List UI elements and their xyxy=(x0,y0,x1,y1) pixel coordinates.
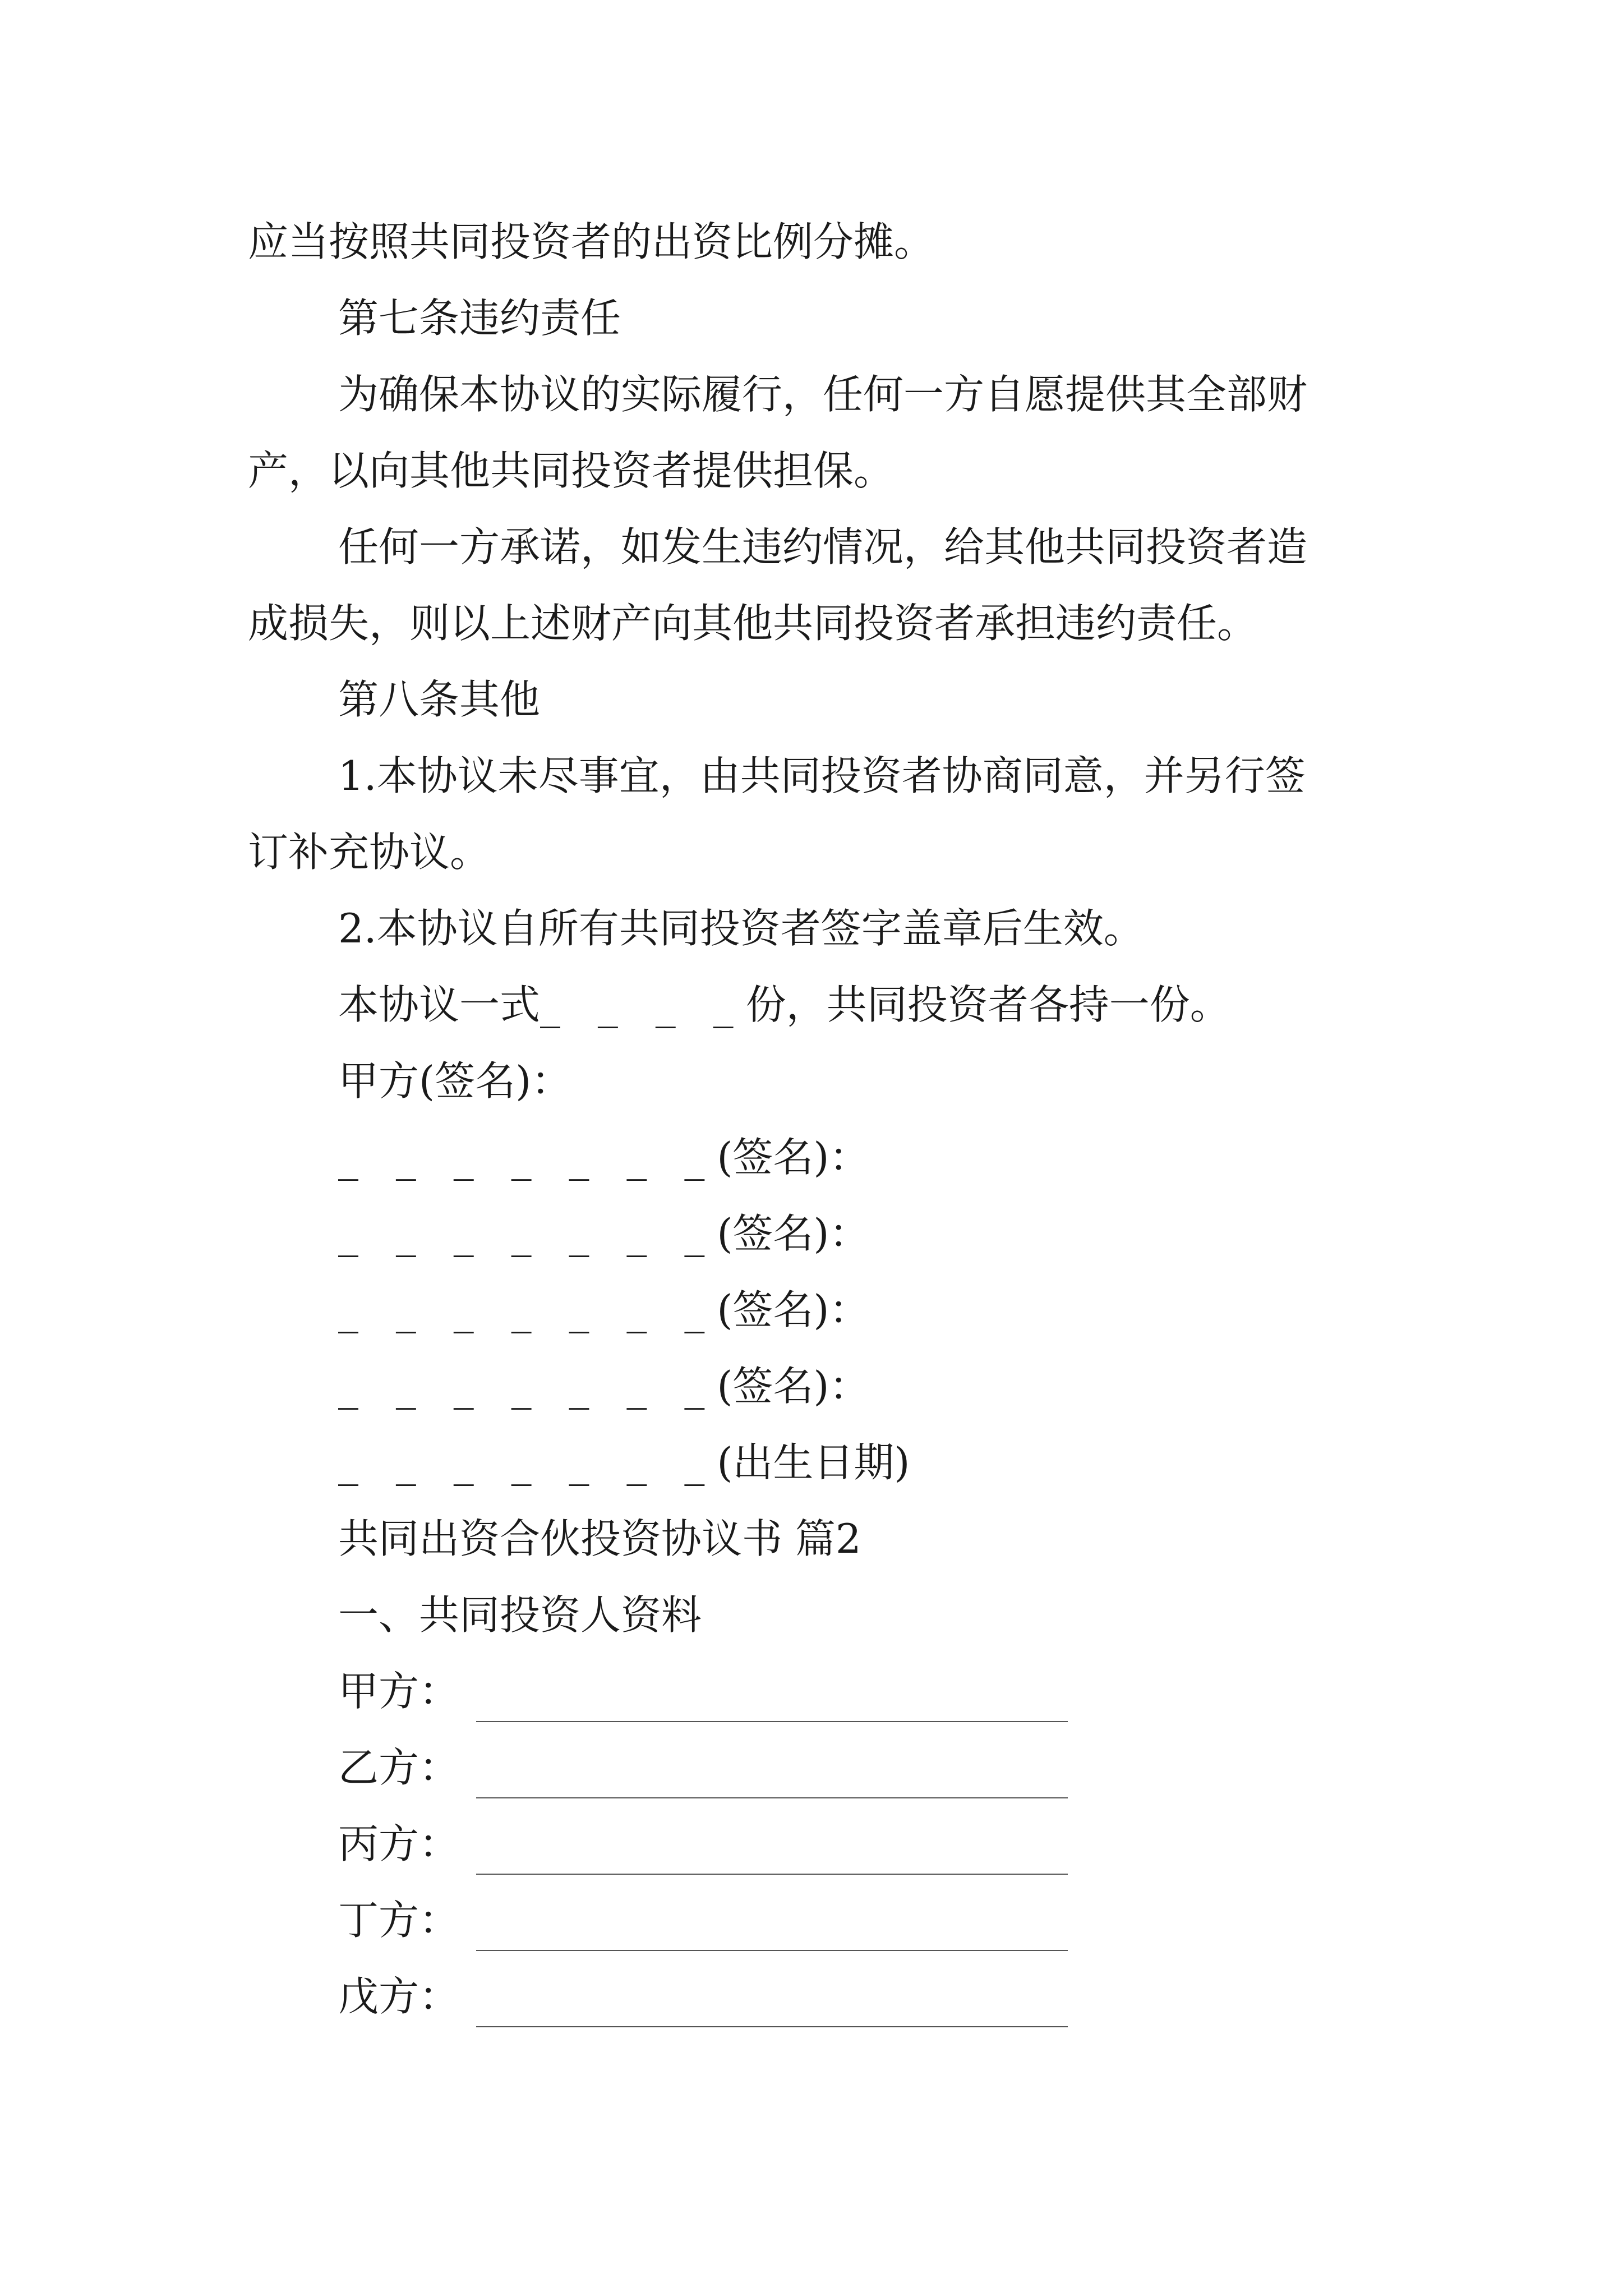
paragraph-line: 订补充协议。 xyxy=(248,829,491,876)
party-row-b xyxy=(0,1731,1623,1804)
signature-label: (签名)： xyxy=(717,1134,870,1181)
signature-row xyxy=(0,1426,1623,1499)
party-row-c xyxy=(0,1807,1623,1880)
article-7-heading: 第七条违约责任 xyxy=(338,295,621,342)
copies-prefix: 本协议一式 xyxy=(338,981,541,1028)
party-b-field[interactable] xyxy=(476,1797,1068,1798)
party-row-a xyxy=(0,1655,1623,1728)
party-row-d xyxy=(0,1884,1623,1957)
paragraph-line: 任何一方承诺，如发生违约情况，给其他共同投资者造 xyxy=(338,523,1308,570)
party-d-field[interactable] xyxy=(476,1950,1068,1951)
section-2-title: 共同出资合伙投资协议书 篇2 xyxy=(338,1515,861,1562)
copies-suffix: 份，共同投资者各持一份。 xyxy=(745,981,1230,1028)
signature-row xyxy=(0,1273,1623,1346)
copies-blank[interactable]: _ _ _ _ xyxy=(540,981,746,1028)
signature-row xyxy=(0,1197,1623,1270)
signature-row xyxy=(0,1350,1623,1423)
party-label: 丙方： xyxy=(338,1820,460,1867)
party-label: 甲方： xyxy=(338,1668,460,1715)
party-a-sign-label: 甲方(签名)： xyxy=(338,1057,572,1105)
section-2-heading: 一、共同投资人资料 xyxy=(338,1591,702,1639)
party-row-e xyxy=(0,1960,1623,2033)
copies-line xyxy=(0,968,1623,1041)
party-label: 乙方： xyxy=(338,1744,460,1791)
party-label: 戊方： xyxy=(338,1973,460,2020)
paragraph-line: 为确保本协议的实际履行，任何一方自愿提供其全部财 xyxy=(338,371,1308,418)
party-e-field[interactable] xyxy=(476,2026,1068,2027)
birthdate-blank[interactable]: _ _ _ _ _ _ _ xyxy=(338,1439,717,1486)
party-a-field[interactable] xyxy=(476,1721,1068,1722)
paragraph-line: 2.本协议自所有共同投资者签字盖章后生效。 xyxy=(338,905,1144,952)
party-c-field[interactable] xyxy=(476,1874,1068,1875)
signature-row xyxy=(0,1121,1623,1194)
signature-blank[interactable]: _ _ _ _ _ _ _ xyxy=(338,1286,717,1333)
paragraph-line: 应当按照共同投资者的出资比例分摊。 xyxy=(248,218,935,265)
signature-label: (签名)： xyxy=(717,1363,870,1410)
signature-blank[interactable]: _ _ _ _ _ _ _ xyxy=(338,1363,717,1410)
signature-blank[interactable]: _ _ _ _ _ _ _ xyxy=(338,1210,717,1257)
signature-label: (签名)： xyxy=(717,1210,870,1257)
paragraph-line: 产，以向其他共同投资者提供担保。 xyxy=(248,447,895,494)
paragraph-line: 1.本协议未尽事宜，由共同投资者协商同意，并另行签 xyxy=(338,752,1306,799)
party-label: 丁方： xyxy=(338,1897,460,1944)
birthdate-label: (出生日期) xyxy=(717,1439,910,1486)
article-8-heading: 第八条其他 xyxy=(338,676,541,723)
signature-label: (签名)： xyxy=(717,1286,870,1333)
signature-blank[interactable]: _ _ _ _ _ _ _ xyxy=(338,1134,717,1181)
paragraph-line: 成损失，则以上述财产向其他共同投资者承担违约责任。 xyxy=(248,600,1258,647)
